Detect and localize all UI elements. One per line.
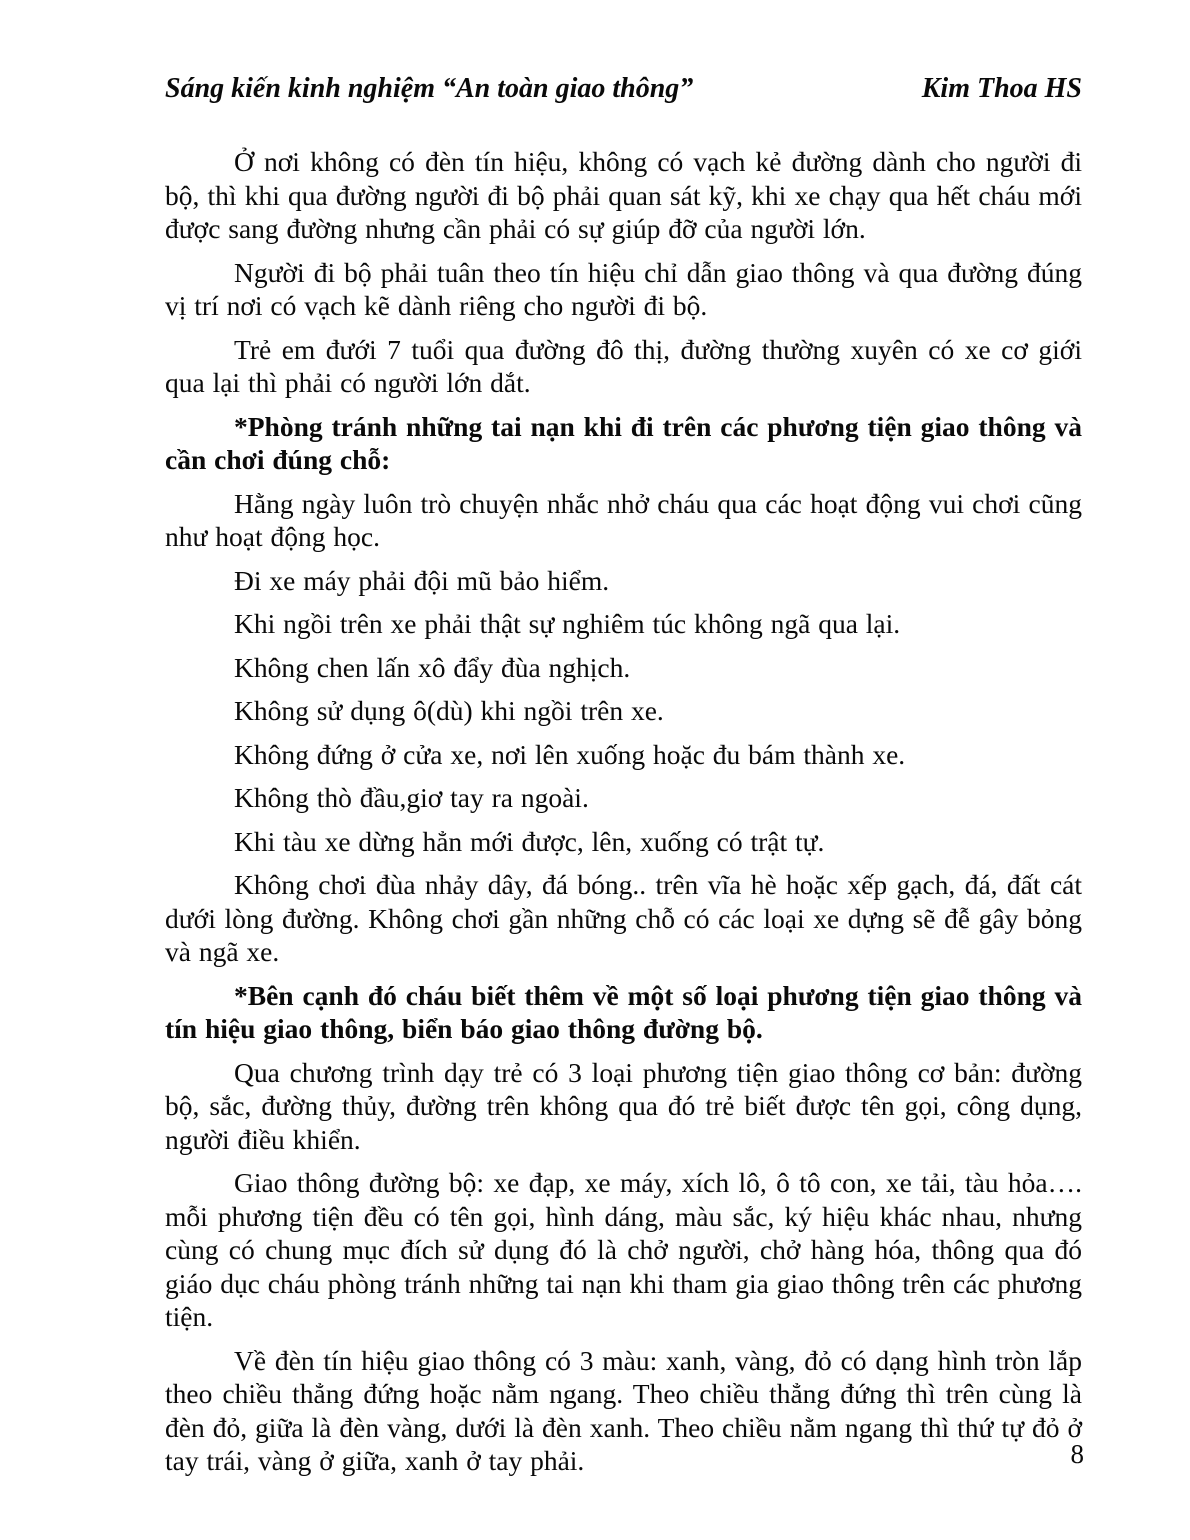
paragraph: Khi tàu xe dừng hẳn mới được, lên, xuống có trật tự. <box>234 825 825 857</box>
section-heading: *Phòng tránh những tai nạn khi đi trên các phương tiện giao thông và cần chơi đúng chỗ: <box>165 410 1082 475</box>
header-title: Sáng kiến kinh nghiệm “An toàn giao thông” <box>165 73 694 104</box>
paragraph: Qua chương trình dạy trẻ có 3 loại phương tiện giao thông cơ bản: đường bộ, sắc, đường thủy, đường trên không qua đó trẻ biết được tên gọi, công dụng, người điều khiển. <box>165 1056 1082 1155</box>
paragraph: Người đi bộ phải tuân theo tín hiệu chỉ dẫn giao thông và qua đường đúng vị trí nơi có vạch kẽ dành riêng cho người đi bộ. <box>165 256 1082 321</box>
paragraph: Không thò đầu,giơ tay ra ngoài. <box>234 782 589 813</box>
paragraph: Không chơi đùa nhảy dây, đá bóng.. trên vĩa hè hoặc xếp gạch, đá, đất cát dưới lòng đường. Không chơi gần những chỗ có các loại xe dựng sẽ đễ gây bỏng và ngã xe. <box>165 869 1082 967</box>
document-body <box>165 145 1082 1478</box>
paragraph: Đi xe máy phải đội mũ bảo hiểm. <box>234 564 610 596</box>
section-heading: *Bên cạnh đó cháu biết thêm về một số loại phương tiện giao thông và tín hiệu giao thông, biển báo giao thông đường bộ. <box>165 979 1082 1044</box>
header-author: Kim Thoa HS <box>921 73 1082 104</box>
paragraph: Không sử dụng ô(dù) khi ngồi trên xe. <box>234 695 664 726</box>
paragraph: Ở nơi không có đèn tín hiệu, không có vạch kẻ đường dành cho người đi bộ, thì khi qua đường người đi bộ phải quan sát kỹ, khi xe chạy qua hết cháu mới được sang đường nhưng cần phải có sự giúp đỡ của người lớn. <box>165 146 1082 244</box>
paragraph: Trẻ em đưới 7 tuổi qua đường đô thị, đường thường xuyên có xe cơ giới qua lại thì phải có người lớn dắt. <box>165 333 1082 398</box>
paragraph: Hằng ngày luôn trò chuyện nhắc nhở cháu qua các hoạt động vui chơi cũng như hoạt động học. <box>165 487 1082 552</box>
page-header <box>165 72 1082 105</box>
paragraph: Không đứng ở cửa xe, nơi lên xuống hoặc đu bám thành xe. <box>234 738 906 770</box>
paragraph: Về đèn tín hiệu giao thông có 3 màu: xanh, vàng, đỏ có dạng hình tròn lắp theo chiều thẳng đứng hoặc nằm ngang. Theo chiều thẳng đứng thì trên cùng là đèn đỏ, giữa là đèn vàng, dưới là đèn xanh. Theo chiều nằm ngang thì thứ tự đỏ ở tay trái, vàng ở giữa, xanh ở tay phải. <box>165 1344 1082 1476</box>
paragraph: Không chen lấn xô đẩy đùa nghịch. <box>234 651 631 683</box>
paragraph: Giao thông đường bộ: xe đạp, xe máy, xích lô, ô tô con, xe tải, tàu hỏa…. mỗi phương tiện đều có tên gọi, hình dáng, màu sắc, ký hiệu khác nhau, nhưng cùng có chung mục đích sử dụng đó là chở người, chở hàng hóa, thông qua đó giáo dục cháu phòng tránh những tai nạn khi tham gia giao thông trên các phương tiện. <box>165 1167 1082 1332</box>
paragraph: Khi ngồi trên xe phải thật sự nghiêm túc không ngã qua lại. <box>234 608 901 639</box>
page-number: 8 <box>1070 1439 1084 1469</box>
